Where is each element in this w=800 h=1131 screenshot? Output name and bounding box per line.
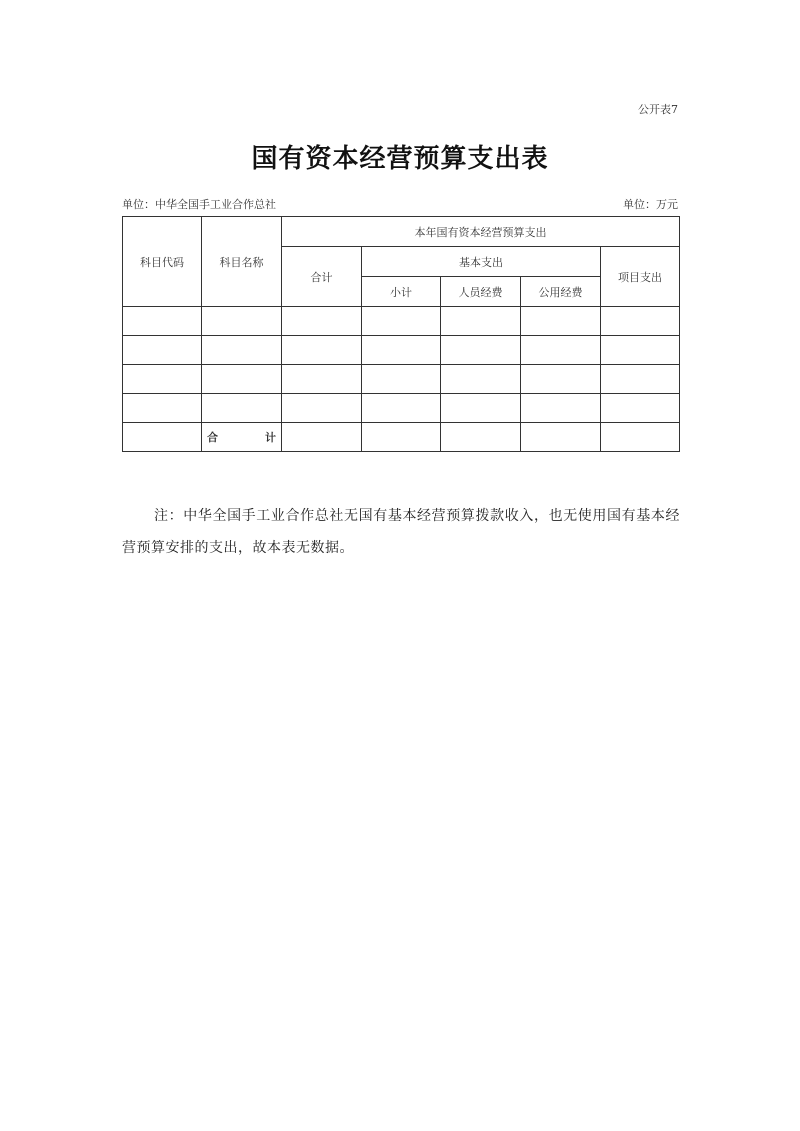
- page-title: 国有资本经营预算支出表: [251, 144, 549, 174]
- header-project-expenditure: 项目支出: [601, 247, 680, 307]
- table-cell: [282, 336, 362, 365]
- budget-table: [122, 216, 680, 452]
- document-code: 公开表7: [638, 103, 678, 116]
- table-cell: [362, 394, 441, 423]
- table-cell: [441, 394, 521, 423]
- table-cell: [601, 365, 680, 394]
- footnote: 注：中华全国手工业合作总社无国有基本经营预算拨款收入，也无使用国有基本经营预算安排的支出，故本表无数据。: [122, 508, 680, 556]
- table-cell: [202, 336, 282, 365]
- total-label-char-2: 计: [265, 431, 276, 444]
- table-cell: [362, 423, 441, 452]
- table-row: [123, 336, 680, 365]
- table-cell: [123, 394, 202, 423]
- header-row-1: [123, 217, 680, 247]
- table-cell: [362, 307, 441, 336]
- total-row: [123, 423, 680, 452]
- unit-organization: 单位：中华全国手工业合作总社: [122, 198, 276, 211]
- header-subtotal: 小计: [362, 277, 441, 307]
- table-cell: [123, 307, 202, 336]
- table-cell: [521, 365, 601, 394]
- total-label-char-1: 合: [207, 431, 218, 444]
- table-cell: [601, 394, 680, 423]
- table-row: [123, 307, 680, 336]
- table-cell: [362, 336, 441, 365]
- table-cell: [282, 365, 362, 394]
- table-cell: [202, 365, 282, 394]
- table-row: [123, 394, 680, 423]
- table-cell: [601, 336, 680, 365]
- header-personnel: 人员经费: [441, 277, 521, 307]
- unit-currency: 单位：万元: [623, 198, 678, 211]
- table-cell: [441, 336, 521, 365]
- table-cell: [441, 423, 521, 452]
- table-row: [123, 365, 680, 394]
- table-cell: [521, 423, 601, 452]
- table-cell: [202, 307, 282, 336]
- table-cell: [521, 307, 601, 336]
- table-cell: [123, 365, 202, 394]
- table-cell: [202, 394, 282, 423]
- header-subject-name: 科目名称: [202, 217, 282, 307]
- table-cell: [123, 423, 202, 452]
- table-cell: [601, 423, 680, 452]
- table-cell: [441, 365, 521, 394]
- table-cell: [362, 365, 441, 394]
- table-cell: [282, 394, 362, 423]
- table-cell: [123, 336, 202, 365]
- table-cell: [521, 394, 601, 423]
- table-cell: [282, 423, 362, 452]
- header-subject-code: 科目代码: [123, 217, 202, 307]
- table-cell: [521, 336, 601, 365]
- header-current-year-expenditure: 本年国有资本经营预算支出: [282, 217, 680, 247]
- total-row-label: [202, 423, 282, 452]
- table-cell: [601, 307, 680, 336]
- table-cell: [441, 307, 521, 336]
- table-cell: [282, 307, 362, 336]
- header-basic-expenditure: 基本支出: [362, 247, 601, 277]
- header-public: 公用经费: [521, 277, 601, 307]
- header-total: 合计: [282, 247, 362, 307]
